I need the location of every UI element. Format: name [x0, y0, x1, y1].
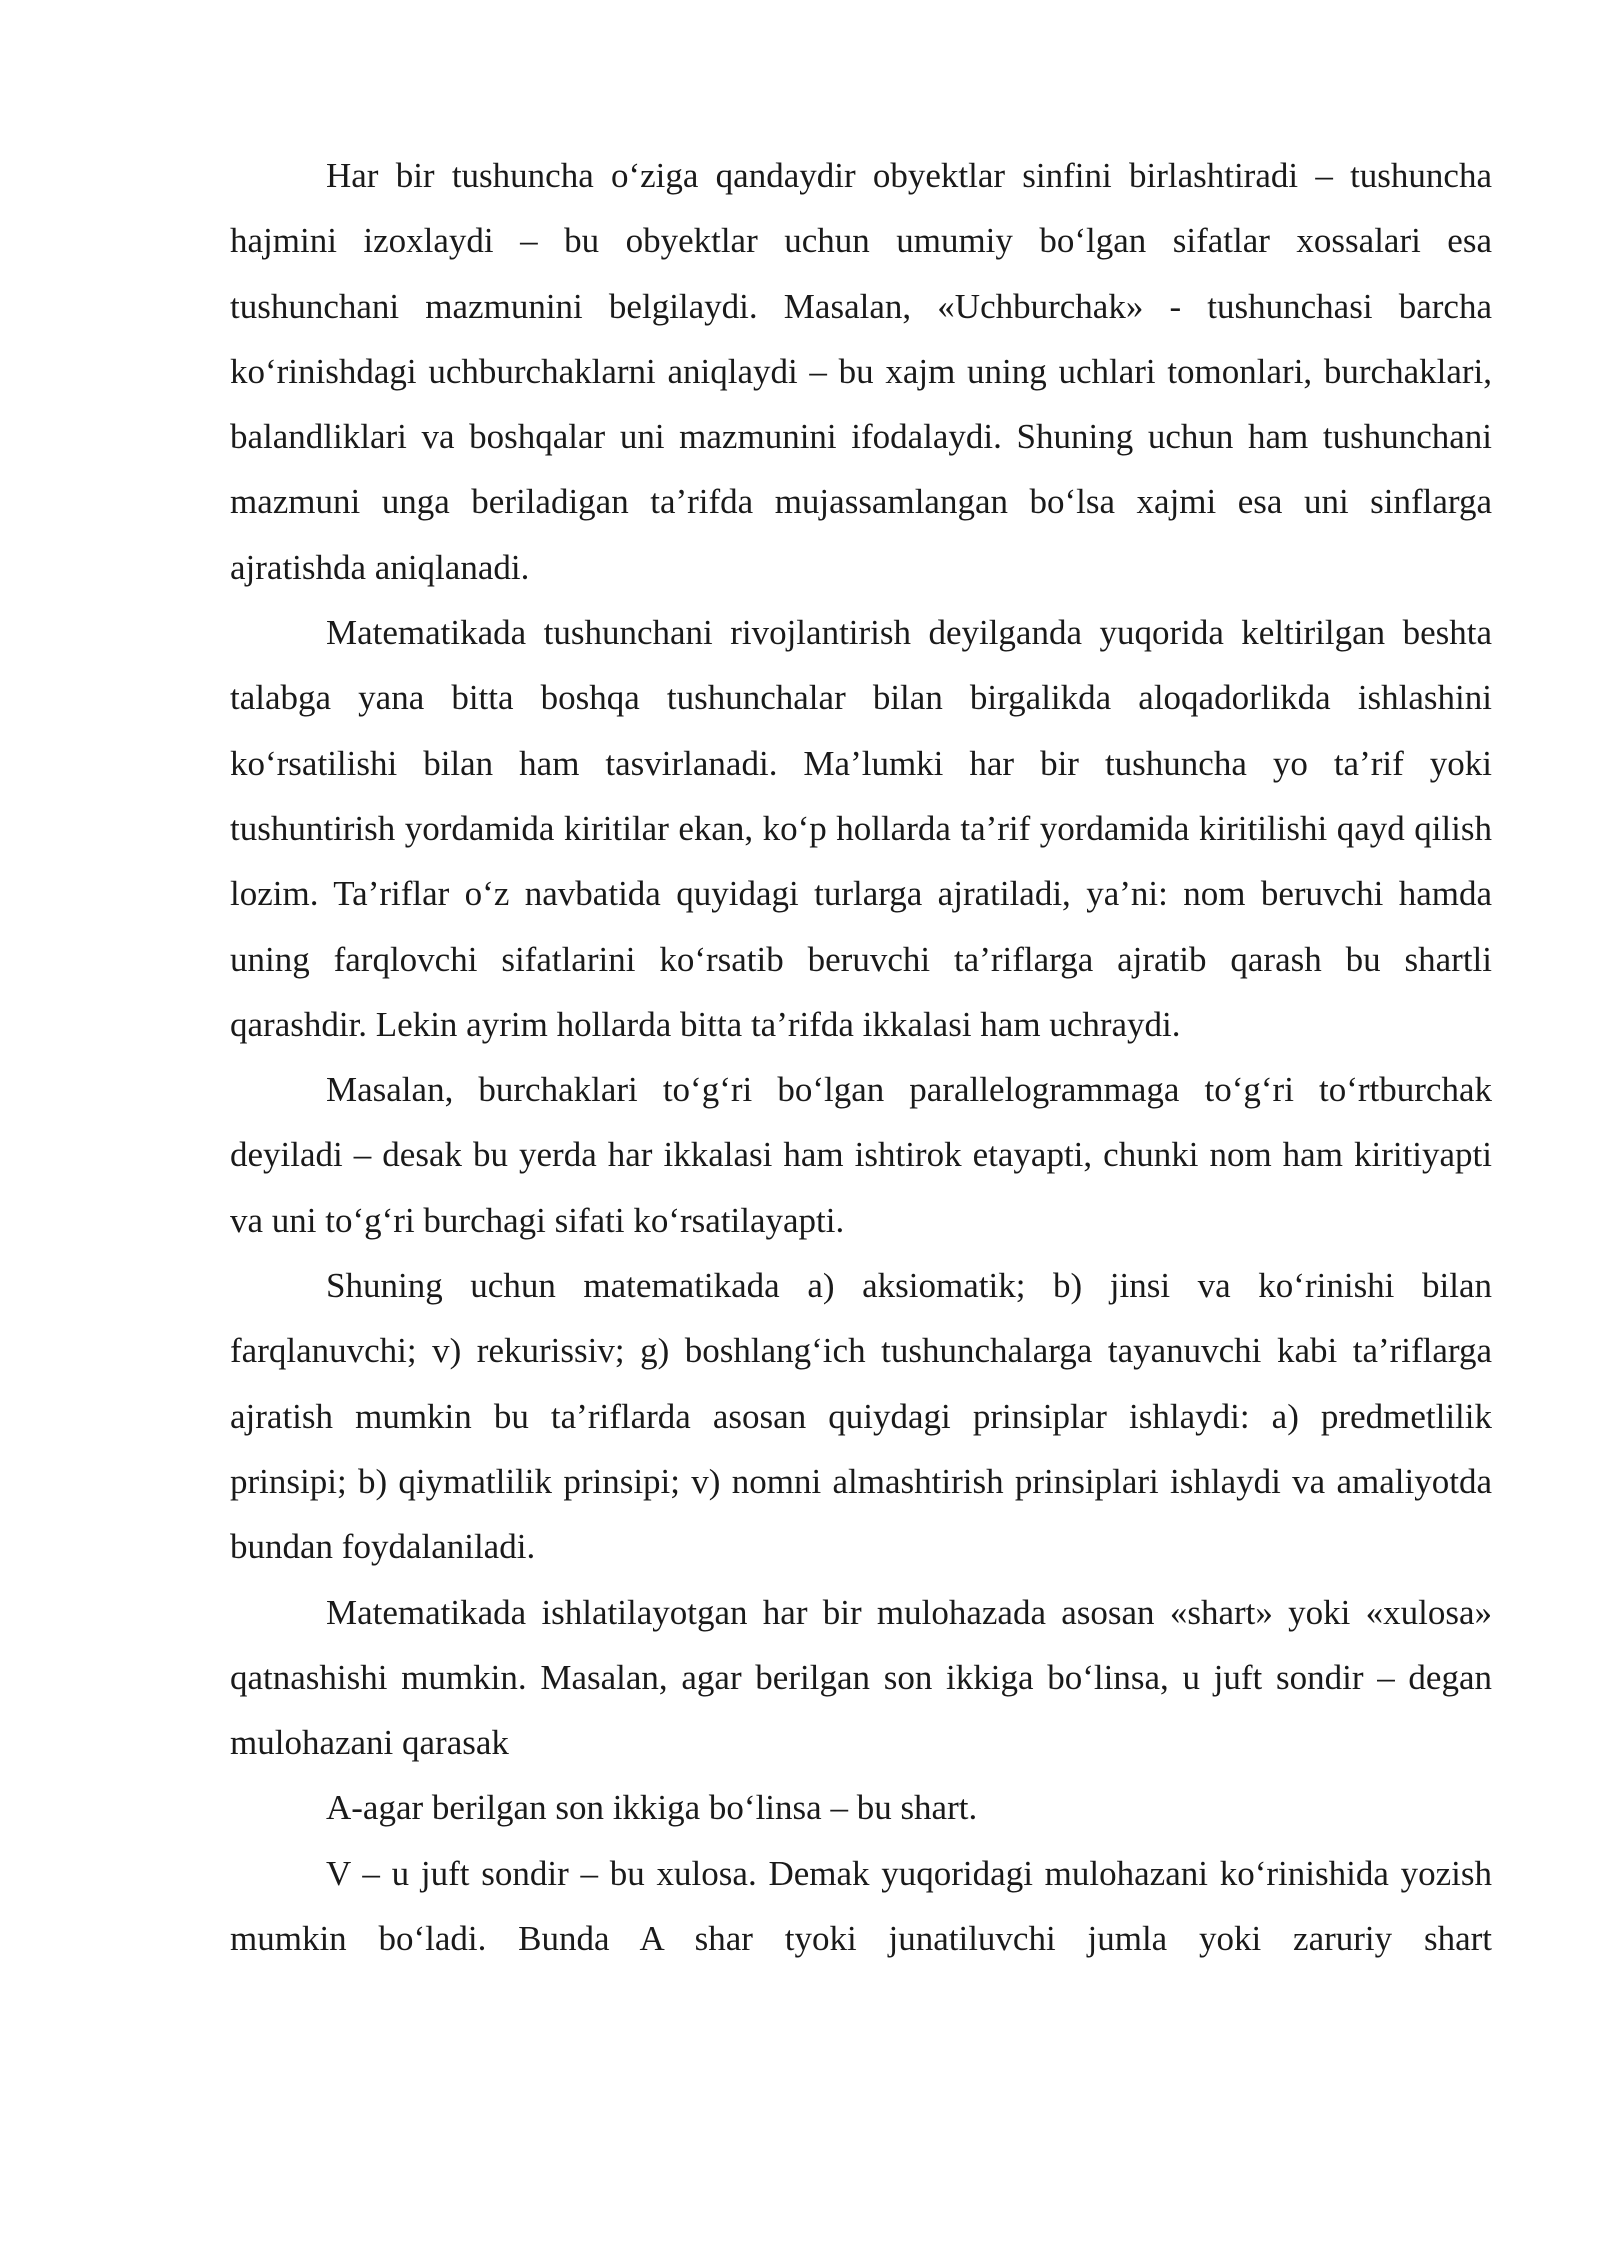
paragraph-definition-types: Shuning uchun matematikada a) aksiomatik; b) jinsi va ko‘rinishi bilan farqlanuvchi; v) rekurissiv; g) boshlang‘ich tushunchalarga tayanuvchi kabi ta’riflarga ajratish mumkin bu ta’riflarda asosan quiydagi prinsiplar ishlaydi: a) predmetlilik prinsipi; b) qiymatlilik prinsipi; v) nomni almashtirish prinsiplari ishlaydi va amaliyotda bundan foydalaniladi. [230, 1266, 1492, 1567]
paragraph-condition-conclusion: Matematikada ishlatilayotgan har bir mulohazada asosan «shart» yoki «xulosa» qatnashishi mumkin. Masalan, agar berilgan son ikkiga bo‘linsa, u juft sondir – degan mulohazani qarasak [230, 1592, 1492, 1763]
paragraph-concept-development: Matematikada tushunchani rivojlantirish deyilganda yuqorida keltirilgan beshta talabga yana bitta boshqa tushunchalar bilan birgalikda aloqadorlikda ishlashini ko‘rsatilishi bilan ham tasvirlanadi. Ma’lumki har bir tushuncha yo ta’rif yoki tushuntirish yordamida kiritilar ekan, ko‘p hollarda ta’rif yordamida kiritilishi qayd qilish lozim. Ta’riflar o‘z navbatida quyidagi turlarga ajratiladi, ya’ni: nom beruvchi hamda uning farqlovchi sifatlarini ko‘rsatib beruvchi ta’riflarga ajratib qarash bu shartli qarashdir. Lekin ayrim hollarda bitta ta’rifda ikkalasi ham uchraydi. [230, 613, 1492, 1044]
document-body [230, 143, 1492, 1971]
paragraph-concept-volume-content: Har bir tushuncha o‘ziga qandaydir obyektlar sinfini birlashtiradi – tushuncha hajmini izoxlaydi – bu obyektlar uchun umumiy bo‘lgan sifatlar xossalari esa tushunchani mazmunini belgilaydi. Masalan, «Uchburchak» - tushunchasi barcha ko‘rinishdagi uchburchaklarni aniqlaydi – bu xajm uning uchlari tomonlari, burchaklari, balandliklari va boshqalar uni mazmunini ifodalaydi. Shuning uchun ham tushunchani mazmuni unga beriladigan ta’rifda mujassamlangan bo‘lsa xajmi esa uni sinflarga ajratishda aniqlanadi. [230, 156, 1492, 587]
paragraph-condition-a: A-agar berilgan son ikkiga bo‘linsa – bu shart. [326, 1788, 978, 1828]
paragraph-rectangle-example: Masalan, burchaklari to‘g‘ri bo‘lgan parallelogrammaga to‘g‘ri to‘rtburchak deyiladi – desak bu yerda har ikkalasi ham ishtirok etayapti, chunki nom ham kiritiyapti va uni to‘g‘ri burchagi sifati ko‘rsatilayapti. [230, 1070, 1492, 1240]
paragraph-conclusion-v: V – u juft sondir – bu xulosa. Demak yuqoridagi mulohazani ko‘rinishida yozish mumkin bo‘ladi. Bunda A shar tyoki junatiluvchi jumla yoki zaruriy shart [230, 1853, 1492, 1959]
